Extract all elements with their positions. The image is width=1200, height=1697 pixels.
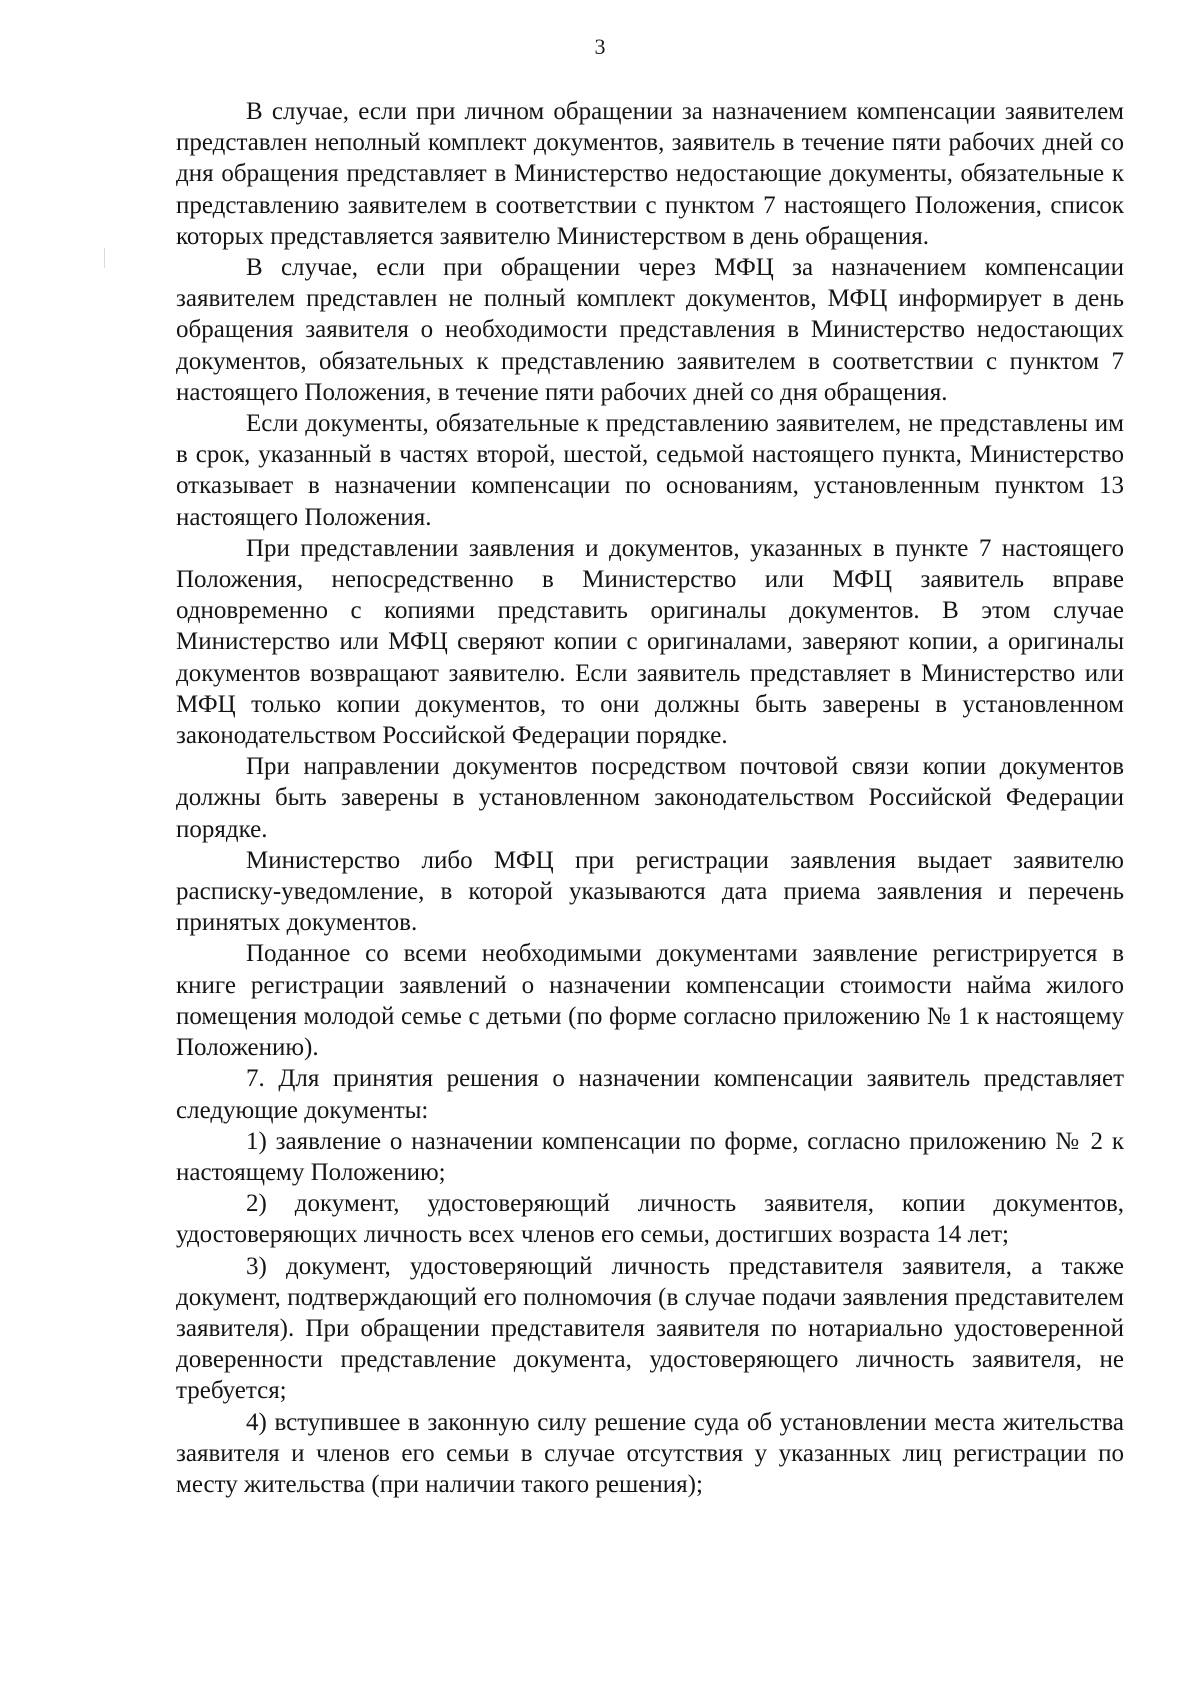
paragraph-subitem-4: 4) вступившее в законную силу решение суда об установлении места жительства заявителя и членов его семьи в случае отсутствия у указанных лиц регистрации по месту жительства (при наличии такого решения); xyxy=(176,1408,1124,1498)
paragraph-originals-and-copies: При представлении заявления и документов, указанных в пункте 7 настоящего Положения, непосредственно в Министерство или МФЦ заявитель вправе одновременно с копиями представить оригиналы документов. В этом случае Министерство или МФЦ сверяют копии с оригиналами, заверяют копии, а оригиналы документов возвращают заявителю. Если заявитель представляет в Министерство или МФЦ только копии документов, то они должны быть заверены в установленном законодательством Российской Федерации порядке. xyxy=(176,534,1124,750)
page-number: 3 xyxy=(594,34,606,59)
paragraph-incomplete-docs-personal: В случае, если при личном обращении за назначением компенсации заявителем представлен неполный комплект документов, заявитель в течение пяти рабочих дней со дня обращения представляет в Министерство недостающие документы, обязательные к представлению заявителем в соответствии с пунктом 7 настоящего Положения, список которых представляется заявителю Министерством в день обращения. xyxy=(176,98,1124,250)
paragraph-postal-submission: При направлении документов посредством почтовой связи копии документов должны быть заверены в установленном законодательством Российской Федерации порядке. xyxy=(176,753,1124,843)
paragraph-subitem-1: 1) заявление о назначении компенсации по форме, согласно приложению № 2 к настоящему Положению; xyxy=(176,1127,1124,1186)
margin-mark xyxy=(104,248,105,268)
paragraph-subitem-2: 2) документ, удостоверяющий личность заявителя, копии документов, удостоверяющих личность всех членов его семьи, достигших возраста 14 лет; xyxy=(176,1190,1124,1249)
paragraph-receipt-notice: Министерство либо МФЦ при регистрации заявления выдает заявителю расписку-уведомление, в которой указываются дата приема заявления и перечень принятых документов. xyxy=(176,846,1124,937)
paragraph-registration-book: Поданное со всеми необходимыми документами заявление регистрируется в книге регистрации заявлений о назначении компенсации стоимости найма жилого помещения молодой семье с детьми (по форме согласно приложению № 1 к настоящему Положению). xyxy=(176,940,1124,1062)
paragraph-subitem-3: 3) документ, удостоверяющий личность представителя заявителя, а также документ, подтверждающий его полномочия (в случае подачи заявления представителем заявителя). При обращении представителя заявителя по нотариально удостоверенной доверенности представление документа, удостоверяющего личность заявителя, не требуется; xyxy=(176,1252,1124,1405)
paragraph-incomplete-docs-mfc: В случае, если при обращении через МФЦ за назначением компенсации заявителем представлен не полный комплект документов, МФЦ информирует в день обращения заявителя о необходимости представления в Министерство недостающих документов, обязательных к представлению заявителем в соответствии с пунктом 7 настоящего Положения, в течение пяти рабочих дней со дня обращения. xyxy=(176,254,1124,406)
paragraph-docs-not-submitted: Если документы, обязательные к представлению заявителем, не представлены им в срок, указанный в частях второй, шестой, седьмой настоящего пункта, Министерство отказывает в назначении компенсации по основаниям, установленным пунктом 13 настоящего Положения. xyxy=(176,410,1124,531)
paragraph-item-7: 7. Для принятия решения о назначении компенсации заявитель представляет следующие документы: xyxy=(176,1065,1124,1124)
document-body xyxy=(176,96,1124,1500)
